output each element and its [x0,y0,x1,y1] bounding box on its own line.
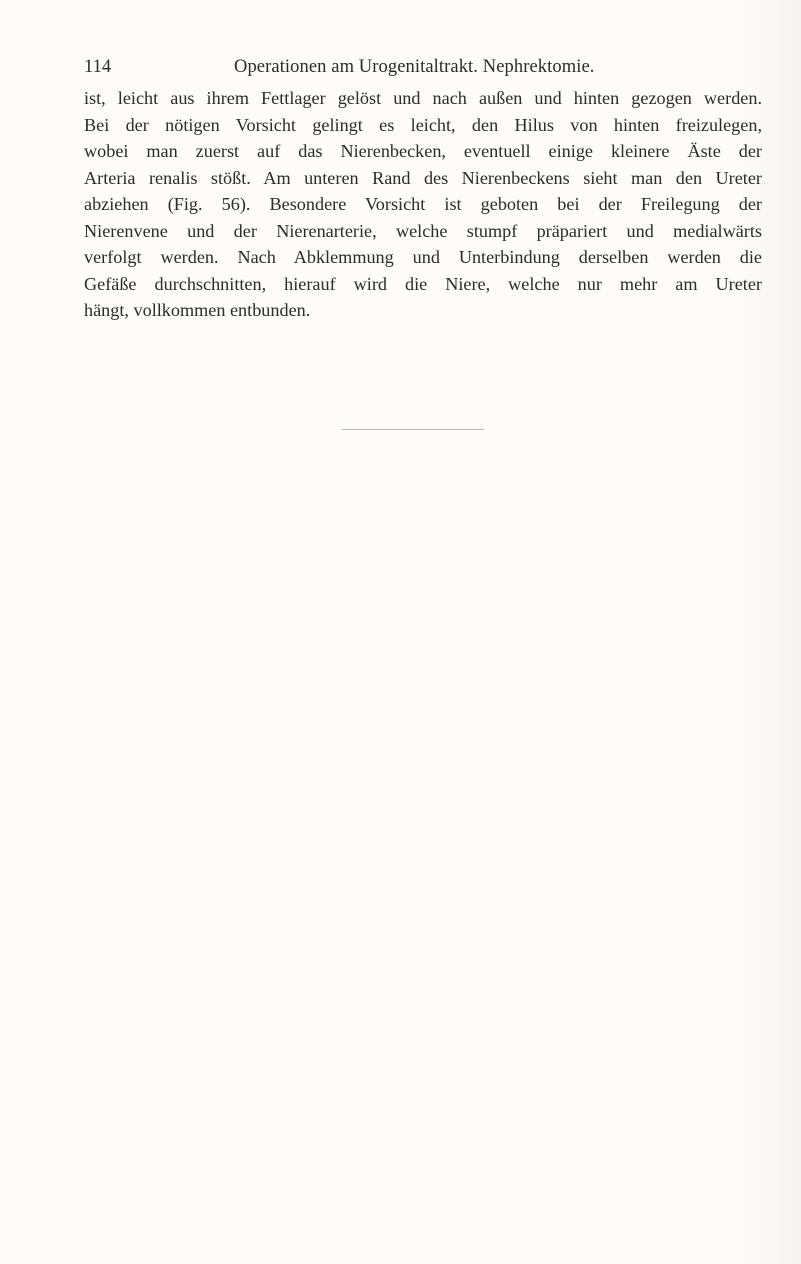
text-line: Arteria renalis stößt. Am unteren Rand des Nierenbeckens sieht man den Ureter [84,167,762,188]
text-line: verfolgt werden. Nach Abklemmung und Unterbindung derselben werden die [84,247,762,267]
text-line: abziehen (Fig. 56). Besondere Vorsicht ist geboten bei der Freilegung der [84,194,762,214]
text-line: Bei der nötigen Vorsicht gelingt es leicht, den Hilus von hinten freizulegen, [84,114,762,135]
running-head-title: Operationen am Urogenitaltrakt. Nephrektomie. [234,57,595,77]
running-head [84,52,718,82]
text-line: Nierenvene und der Nierenarterie, welche stumpf präpariert und medialwärts [84,220,762,241]
section-divider [342,429,484,430]
body-paragraph [84,85,762,324]
text-line: ist, leicht aus ihrem Fettlager gelöst und nach außen und hinten gezogen werden. [84,88,762,108]
text-line: wobei man zuerst auf das Nierenbecken, eventuell einige kleinere Äste der [84,141,762,161]
text-line: hängt, vollkommen entbunden. [84,300,311,320]
page-number: 114 [84,57,112,77]
text-line: Gefäße durchschnitten, hierauf wird die Niere, welche nur mehr am Ureter [84,273,762,294]
